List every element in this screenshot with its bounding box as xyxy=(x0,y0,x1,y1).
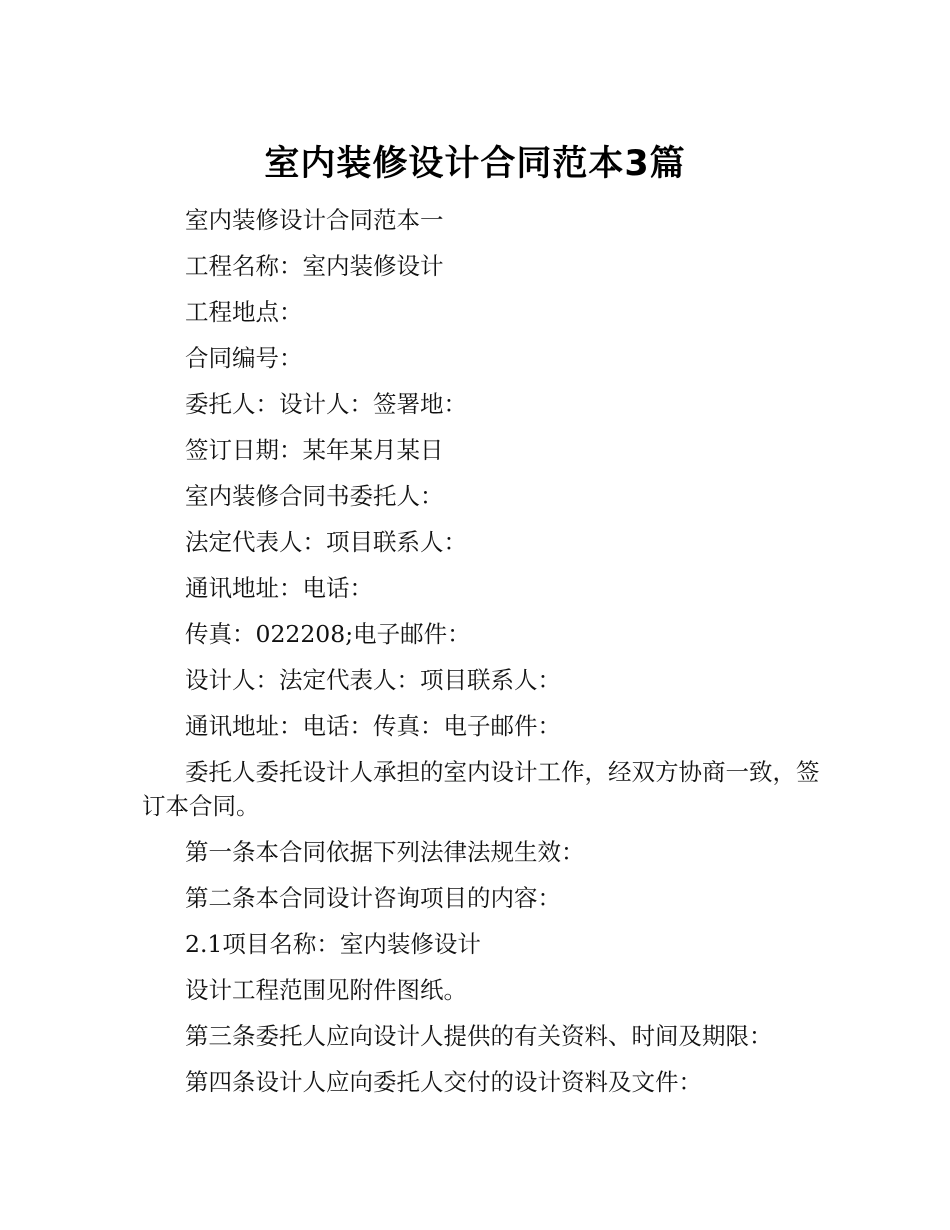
paragraph-article-2: 第二条本合同设计咨询项目的内容： xyxy=(185,884,561,912)
paragraph-project-name: 工程名称：室内装修设计 xyxy=(185,252,444,280)
paragraph-client: 室内装修合同书委托人： xyxy=(185,482,444,510)
paragraph-client-fax-email: 传真：022208;电子邮件： xyxy=(185,620,471,648)
paragraph-signing-date: 签订日期：某年某月某日 xyxy=(185,436,444,464)
paragraph-designer-contact: 通讯地址：电话：传真：电子邮件： xyxy=(185,712,561,740)
paragraph-article-3: 第三条委托人应向设计人提供的有关资料、时间及期限： xyxy=(185,1022,773,1050)
paragraph-article-1: 第一条本合同依据下列法律法规生效： xyxy=(185,838,585,866)
document-body xyxy=(142,197,832,1105)
paragraph-article-4: 第四条设计人应向委托人交付的设计资料及文件： xyxy=(185,1068,702,1096)
paragraph-contract-number: 合同编号： xyxy=(185,344,303,372)
paragraph-project-location: 工程地点： xyxy=(185,298,303,326)
paragraph-design-scope: 设计工程范围见附件图纸。 xyxy=(185,976,467,1004)
paragraph-contract-heading: 室内装修设计合同范本一 xyxy=(185,206,444,234)
document-title: 室内装修设计合同范本3篇 xyxy=(264,144,686,185)
paragraph-agreement-intro: 委托人委托设计人承担的室内设计工作，经双方协商一致，签订本合同。 xyxy=(142,758,820,820)
paragraph-parties-signing-place: 委托人：设计人：签署地： xyxy=(185,390,467,418)
paragraph-client-representative: 法定代表人：项目联系人： xyxy=(185,528,467,556)
paragraph-article-2-1: 2.1项目名称：室内装修设计 xyxy=(185,930,481,958)
paragraph-client-address: 通讯地址：电话： xyxy=(185,574,373,602)
paragraph-designer-representative: 设计人：法定代表人：项目联系人： xyxy=(185,666,561,694)
